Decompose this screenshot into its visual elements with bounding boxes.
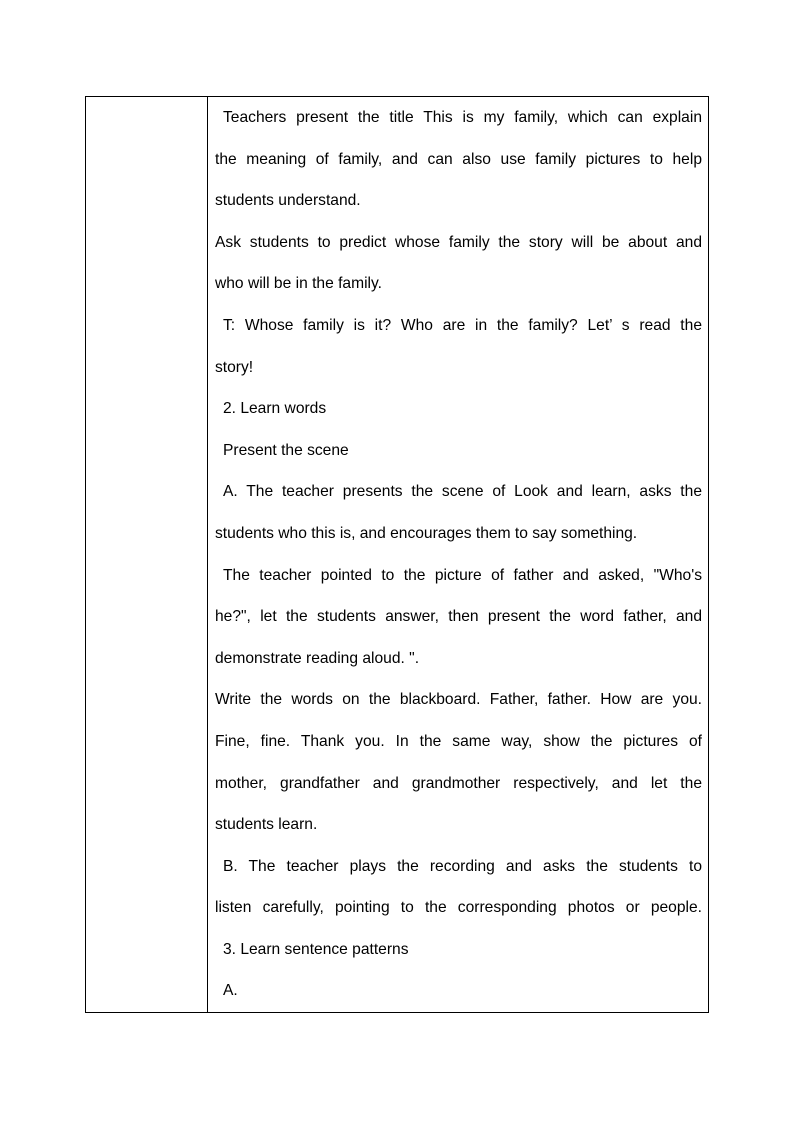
text-line: listen carefully, pointing to the corresponding photos or people.: [215, 899, 702, 917]
text-line: Fine, fine. Thank you. In the same way, show the pictures of: [215, 732, 702, 750]
right-cell: [208, 97, 708, 1012]
text-line: Ask students to predict whose family the story will be about and: [215, 233, 702, 251]
text-line: demonstrate reading aloud. ".: [215, 649, 420, 667]
text-line: 3. Learn sentence patterns: [223, 940, 409, 958]
text-line: B. The teacher plays the recording and asks the students to: [223, 857, 702, 875]
text-line: students understand.: [215, 192, 361, 210]
text-line: he?", let the students answer, then present the word father, and: [215, 608, 702, 626]
text-line: T: Whose family is it? Who are in the family? Let’ s read the: [223, 316, 702, 334]
text-line: A.: [223, 982, 238, 1000]
text-line: mother, grandfather and grandmother respectively, and let the: [215, 774, 702, 792]
text-line: Write the words on the blackboard. Father, father. How are you.: [215, 691, 702, 709]
text-line: 2. Learn words: [223, 400, 327, 418]
text-line: students learn.: [215, 816, 318, 834]
text-line: A. The teacher presents the scene of Look and learn, asks the: [223, 483, 702, 501]
lesson-table: [85, 96, 709, 1013]
text-line: story!: [215, 358, 254, 376]
text-line: the meaning of family, and can also use family pictures to help: [215, 150, 702, 168]
text-line: who will be in the family.: [215, 275, 382, 293]
paragraph-lines: [215, 97, 702, 1012]
text-line: students who this is, and encourages them to say something.: [215, 524, 638, 542]
text-line: The teacher pointed to the picture of father and asked, "Who's: [223, 566, 702, 584]
left-cell: [86, 97, 208, 1012]
text-line: Present the scene: [223, 441, 349, 459]
text-line: Teachers present the title This is my family, which can explain: [223, 109, 702, 126]
